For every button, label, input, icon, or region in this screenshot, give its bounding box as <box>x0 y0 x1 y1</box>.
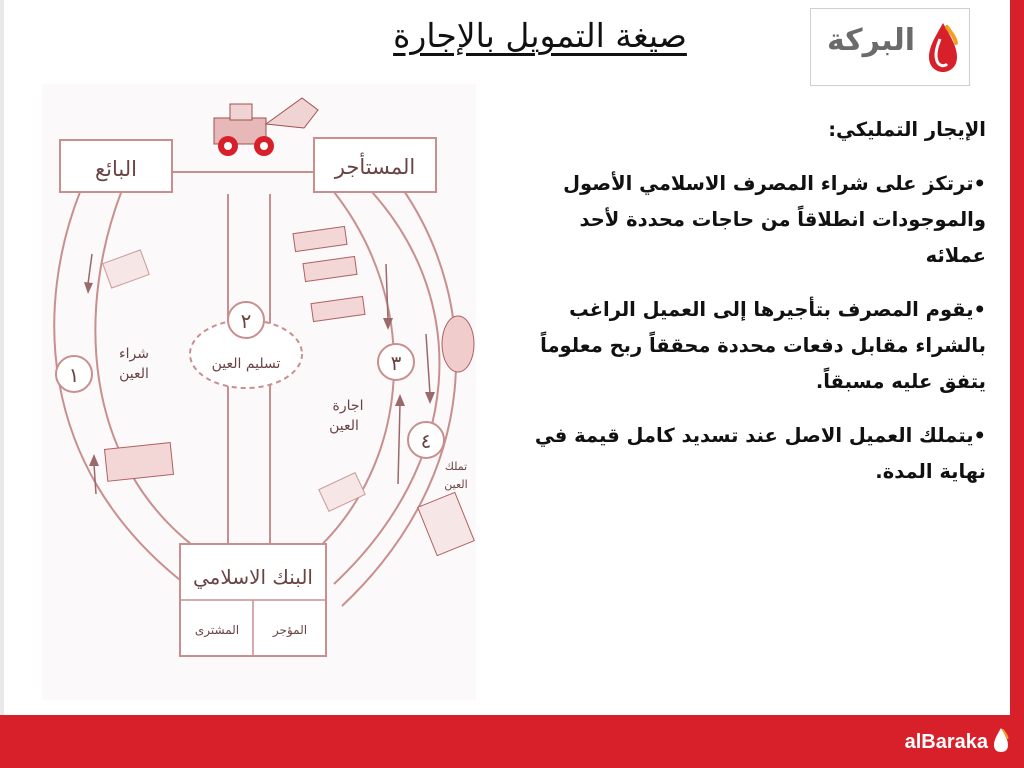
bullet-2: •يقوم المصرف بتأجيرها إلى العميل الراغب بالشراء مقابل دفعات محددة محققاً ربح معلوماً يتفق عليه مسبقاً. <box>540 298 986 393</box>
document-icon <box>103 250 475 556</box>
footer-logo-text: alBaraka <box>904 731 988 753</box>
ijara-diagram <box>42 84 476 700</box>
seller-label: البائع <box>95 157 137 181</box>
bullet-3: •يتملك العميل الاصل عند تسديد كامل قيمة في نهاية المدة. <box>534 424 986 483</box>
logo-text: البركة <box>826 23 916 58</box>
footer-drop-icon <box>992 726 1010 754</box>
bank-label: البنك الاسلامي <box>193 565 313 589</box>
left-inner-loop <box>95 190 204 554</box>
lessee-label: المستأجر <box>334 155 416 179</box>
step-3-label-line2: العين <box>329 418 359 434</box>
content-panel <box>516 112 986 508</box>
step-4-label-line1: تملك <box>444 460 468 473</box>
page-title: صيغة التمويل بالإجارة <box>393 16 687 55</box>
step-2-number: ٢ <box>240 309 252 333</box>
step-2-label: تسليم العين <box>211 356 281 372</box>
buyer-label: المشترى <box>194 623 240 637</box>
hand-icon <box>442 316 474 372</box>
footer-bar <box>0 715 1024 768</box>
tractor-icon <box>214 98 318 156</box>
lessor-label: المؤجر <box>272 623 308 637</box>
albaraka-drop-icon <box>925 19 961 75</box>
albaraka-logo <box>810 8 970 86</box>
step-4-number: ٤ <box>420 429 432 453</box>
left-edge <box>0 0 4 768</box>
step-3-label-line1: اجارة <box>332 398 364 414</box>
step-1-label-line2: العين <box>119 366 149 382</box>
right-accent-stripe <box>1010 0 1024 715</box>
step-1-label-line1: شراء <box>119 346 149 362</box>
bullet-1: •ترتكز على شراء المصرف الاسلامي الأصول والموجودات انطلاقاً من حاجات محددة لأحد عملائه <box>563 172 986 267</box>
content-heading: الإيجار التمليكي: <box>828 118 986 141</box>
step-3-number: ٣ <box>390 351 402 375</box>
step-4-label-line2: العين <box>444 478 468 491</box>
right-outer-loop-a <box>334 192 439 584</box>
step-1-number: ١ <box>68 363 80 387</box>
